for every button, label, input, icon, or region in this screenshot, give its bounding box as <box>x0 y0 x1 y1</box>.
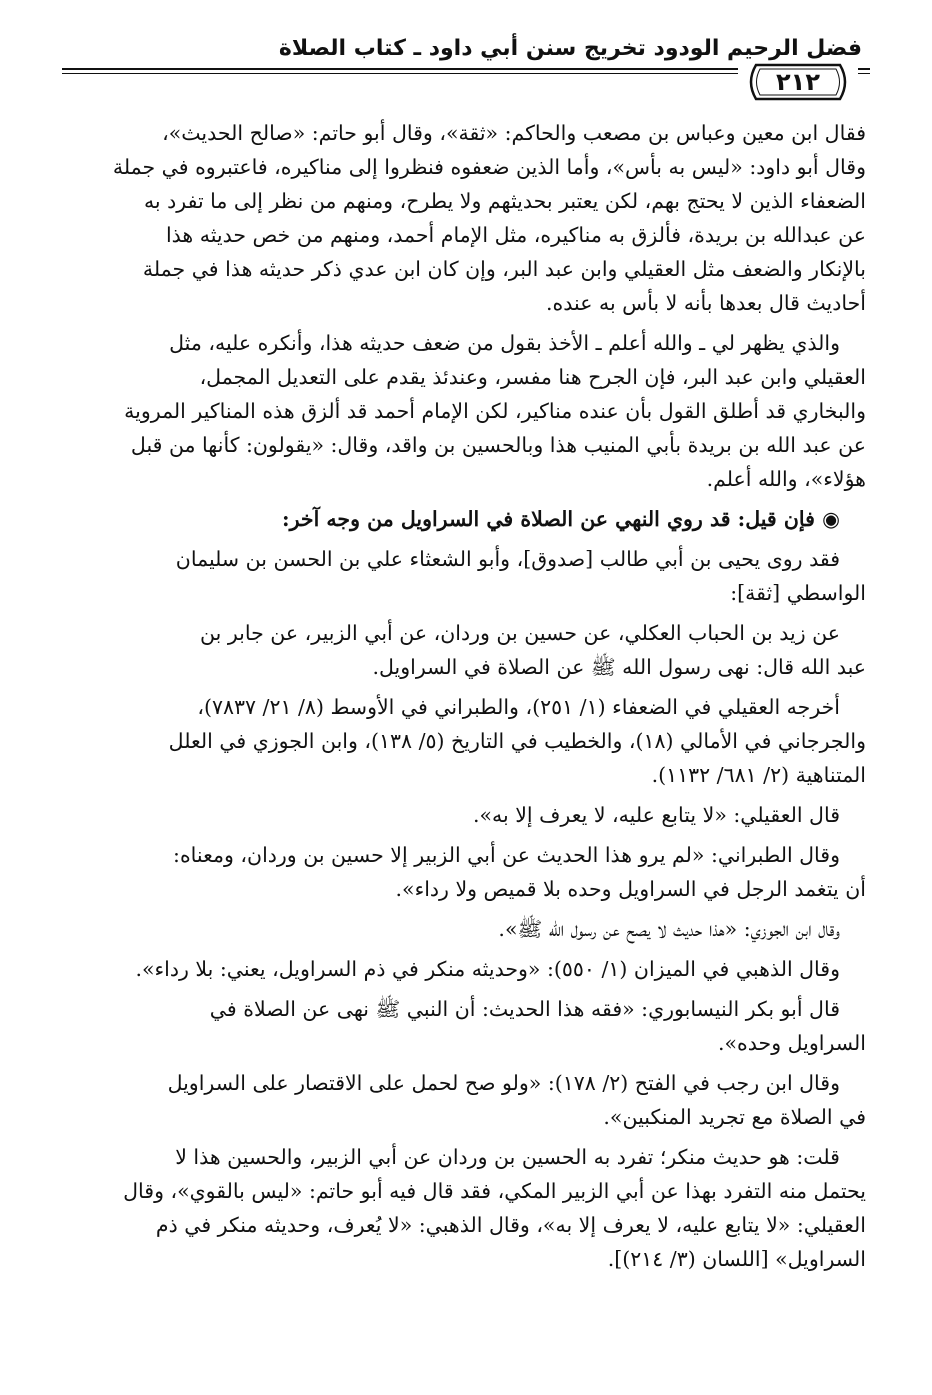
text-line: في الصلاة مع تجريد المنكبين». <box>603 1105 866 1129</box>
text-line: والبخاري قد أطلق القول بأن عنده مناكير، لكن الإمام أحمد قد ألزق هذه المناكير المروية <box>124 399 866 423</box>
text-line: أحاديث قال بعدها بأنه لا بأس به عنده. <box>546 291 866 315</box>
text-line: والجرجاني في الأمالي (١٨)، والخطيب في التاريخ (٥/ ١٣٨)، وابن الجوزي في العلل <box>168 729 866 753</box>
paragraph <box>64 690 866 792</box>
text-line: عن عبدالله بن بريدة، فألزق به مناكيره، مثل الإمام أحمد، ومنهم من خص حديثه هذا <box>165 223 866 247</box>
question-heading <box>64 502 866 536</box>
text-line: بالإنكار والضعف مثل العقيلي وابن عبد البر، وإن كان ابن عدي ذكر حديثه هذا في جملة <box>142 257 866 281</box>
paragraph <box>64 116 866 320</box>
paragraph <box>64 1140 866 1276</box>
header-rule-line-right-thin <box>62 73 738 74</box>
page-number: ٢١٢ <box>776 68 820 96</box>
text-line: عن زيد بن الحباب العكلي، عن حسين بن وردان، عن أبي الزبير، عن جابر بن <box>200 621 840 645</box>
paragraph <box>64 992 866 1060</box>
text-line: الواسطي [ثقة]: <box>730 581 866 605</box>
paragraph <box>64 1066 866 1134</box>
header-rule-line-left-thin <box>858 73 870 74</box>
text-line: فقال ابن معين وعباس بن مصعب والحاكم: «ثقة»، وقال أبو حاتم: «صالح الحديث»، <box>162 121 866 145</box>
paragraph <box>64 838 866 906</box>
text-line: السراويل» [اللسان (٣/ ٢١٤)]. <box>607 1247 866 1271</box>
text-line: العقيلي: «لا يتابع عليه، لا يعرف إلا به»، وقال الذهبي: «لا يُعرف، وحديثه منكر في ذم <box>155 1213 866 1237</box>
text-line: عبد الله قال: نهى رسول الله ﷺ عن الصلاة في السراويل. <box>372 655 866 679</box>
text-line: قلت: هو حديث منكر؛ تفرد به الحسين بن وردان عن أبي الزبير، والحسين هذا لا <box>175 1145 840 1169</box>
page-number-frame <box>742 62 854 102</box>
paragraph <box>64 542 866 610</box>
text-line: وقال الذهبي في الميزان (١/ ٥٥٠): «وحديثه منكر في ذم السراويل، يعني: بلا رداء». <box>135 957 840 981</box>
header-rule-line-left <box>858 68 870 70</box>
main-text <box>64 116 866 1282</box>
paragraph <box>64 326 866 496</box>
header-rule <box>62 60 870 104</box>
paragraph <box>64 952 866 986</box>
text-line: قال العقيلي: «لا يتابع عليه، لا يعرف إلا به». <box>472 803 840 827</box>
text-line: يحتمل منه التفرد بهذا عن أبي الزبير المكي، فقد قال فيه أبو حاتم: «ليس بالقوي»، وقال <box>123 1179 866 1203</box>
text-line: أخرجه العقيلي في الضعفاء (١/ ٢٥١)، والطبراني في الأوسط (٨/ ٢١/ ٧٨٣٧)، <box>197 695 840 719</box>
text-line: ◉ فإن قيل: قد روي النهي عن الصلاة في السراويل من وجه آخر: <box>282 507 840 531</box>
paragraph <box>64 912 866 946</box>
text-line: وقال ابن رجب في الفتح (٢/ ١٧٨): «ولو صح لحمل على الاقتصار على السراويل <box>167 1071 840 1095</box>
text-line: هؤلاء»، والله أعلم. <box>706 467 866 491</box>
paragraph <box>64 798 866 832</box>
text-line: عن عبد الله بن بريدة بأبي المنيب هذا وبالحسين بن واقد، وقال: «يقولون: كأنها من قبل <box>130 433 866 457</box>
running-header: فضل الرحيم الودود تخريج سنن أبي داود ـ كتاب الصلاة <box>278 36 862 61</box>
text-line: المتناهية (٢/ ٦٨١/ ١١٣٢). <box>651 763 866 787</box>
text-line: والذي يظهر لي ـ والله أعلم ـ الأخذ بقول من ضعف حديثه هذا، وأنكره عليه، مثل <box>169 331 840 355</box>
header-rule-line-right <box>62 68 738 70</box>
text-line: فقد روى يحيى بن أبي طالب [صدوق]، وأبو الشعثاء علي بن الحسن بن سليمان <box>175 547 840 571</box>
text-line: وقال أبو داود: «ليس به بأس»، وأما الذين ضعفوه فنظروا إلى مناكيره، فاعتبروه في جملة <box>112 155 866 179</box>
text-line: السراويل وحده». <box>717 1031 866 1055</box>
text-line: قال أبو بكر النيسابوري: «فقه هذا الحديث: أن النبي ﷺ نهى عن الصلاة في <box>209 997 840 1021</box>
text-line: الضعفاء الذين لا يحتج بهم، لكن يعتبر بحديثهم ولا يطرح، ومنهم من نظر إلى ما تفرد به <box>143 189 866 213</box>
text-line: وقال الطبراني: «لم يرو هذا الحديث عن أبي الزبير إلا حسين بن وردان، ومعناه: <box>173 843 840 867</box>
text-line: العقيلي وابن عبد البر، فإن الجرح هنا مفسر، وعندئذ يقدم على التعديل المجمل، <box>199 365 866 389</box>
text-line: أن يتغمد الرجل في السراويل وحده بلا قميص ولا رداء». <box>395 877 866 901</box>
text-line: وقال ابن الجوزي: «هذا حديث لا يصح عن رسول الله ﷺ». <box>498 917 840 941</box>
paragraph <box>64 616 866 684</box>
